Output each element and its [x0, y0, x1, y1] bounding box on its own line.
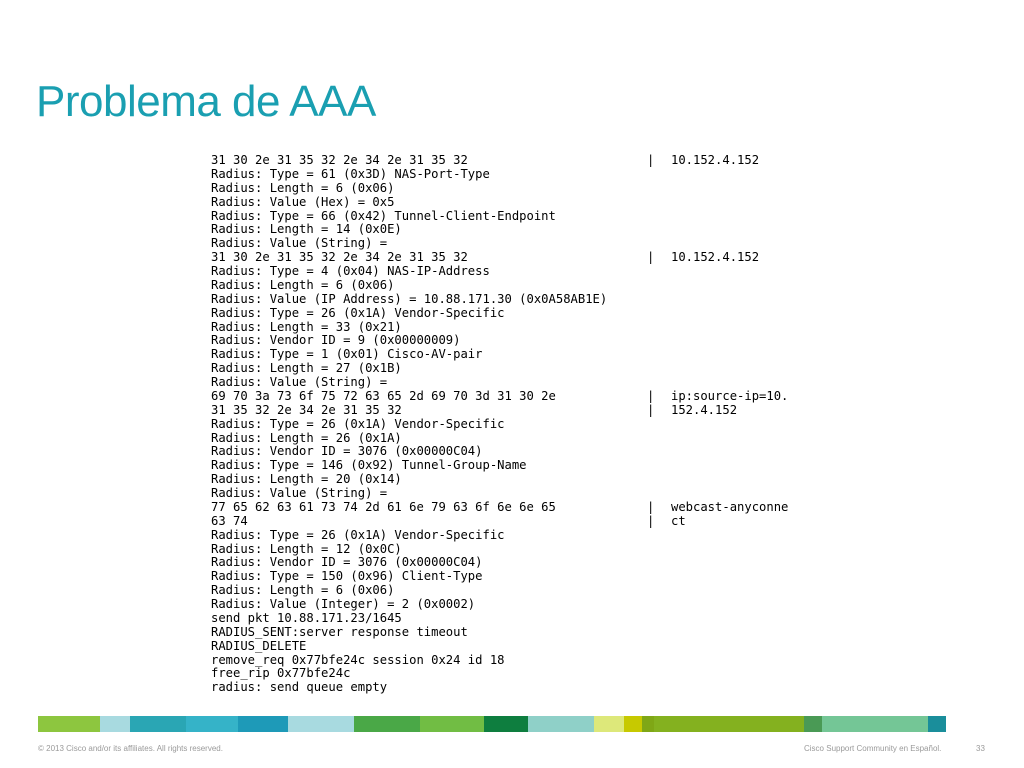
log-line — [211, 388, 789, 404]
log-line — [211, 499, 789, 515]
color-band-segment — [804, 716, 822, 732]
log-line-separator: | — [647, 250, 655, 265]
copyright-footer: © 2013 Cisco and/or its affiliates. All rights reserved. — [38, 744, 223, 753]
log-line — [211, 445, 607, 459]
color-band — [38, 716, 986, 732]
log-line-text: 31 35 32 2e 34 2e 31 35 32 — [211, 402, 402, 417]
log-line — [211, 348, 607, 362]
log-line — [211, 250, 760, 265]
color-band-segment — [130, 716, 186, 732]
log-line-ascii: ct — [671, 513, 686, 528]
log-line-text: Radius: Length = 26 (0x1A) — [211, 430, 402, 445]
log-line — [211, 654, 607, 668]
log-line-text: Radius: Vendor ID = 3076 (0x00000C04) — [211, 555, 483, 570]
log-line — [211, 570, 607, 584]
log-line — [211, 402, 738, 418]
color-band-segment — [288, 716, 354, 732]
color-band-segment — [528, 716, 594, 732]
color-band-segment — [624, 716, 642, 732]
log-line-text: free_rip 0x77bfe24c — [211, 666, 351, 681]
log-line-text: Radius: Vendor ID = 9 (0x00000009) — [211, 333, 461, 348]
radius-debug-log — [211, 153, 789, 695]
log-line-separator: | — [647, 513, 655, 528]
log-line — [211, 681, 607, 695]
color-band-segment — [484, 716, 528, 732]
log-line-text: 77 65 62 63 61 73 74 2d 61 6e 79 63 6f 6e 6e 65 — [211, 499, 556, 514]
log-line — [211, 265, 607, 279]
log-line-text: Radius: Type = 26 (0x1A) Vendor-Specific — [211, 305, 505, 320]
log-line-text: Radius: Length = 6 (0x06) — [211, 277, 395, 292]
log-line — [211, 362, 607, 376]
log-line — [211, 223, 607, 237]
log-line — [211, 237, 607, 251]
log-line-text: Radius: Value (String) = — [211, 486, 388, 500]
log-line-text: Radius: Length = 20 (0x14) — [211, 472, 402, 487]
log-line — [211, 293, 607, 307]
log-line — [211, 168, 607, 182]
color-band-segment — [100, 716, 130, 732]
log-line — [211, 307, 607, 321]
log-line — [211, 196, 607, 210]
log-line-text: 69 70 3a 73 6f 75 72 63 65 2d 69 70 3d 31 30 2e — [211, 388, 556, 403]
log-line — [211, 612, 607, 626]
log-line — [211, 418, 607, 432]
log-line — [211, 529, 607, 543]
log-line — [211, 626, 607, 640]
color-band-segment — [654, 716, 804, 732]
color-band-segment — [642, 716, 654, 732]
log-line-text: radius: send queue empty — [211, 680, 388, 695]
log-line-text: 31 30 2e 31 35 32 2e 34 2e 31 35 32 — [211, 250, 468, 265]
color-band-segment — [354, 716, 420, 732]
log-line — [211, 640, 607, 654]
color-band-segment — [822, 716, 928, 732]
log-line-text: Radius: Value (String) = — [211, 236, 388, 251]
community-footer: Cisco Support Community en Español. — [804, 744, 942, 753]
log-line-text: send pkt 10.88.171.23/1645 — [211, 610, 402, 625]
log-line-text: RADIUS_DELETE — [211, 638, 307, 653]
log-line-text: Radius: Type = 66 (0x42) Tunnel-Client-Endpoint — [211, 208, 556, 223]
log-line — [211, 153, 760, 168]
color-band-segment — [928, 716, 946, 732]
log-line — [211, 182, 607, 196]
log-line-text: Radius: Length = 6 (0x06) — [211, 583, 395, 598]
log-line-text: Radius: Type = 4 (0x04) NAS-IP-Address — [211, 264, 490, 278]
log-line-text: Radius: Length = 12 (0x0C) — [211, 541, 402, 556]
log-line — [211, 321, 607, 335]
log-line-text: Radius: Value (String) = — [211, 375, 388, 389]
log-line — [211, 584, 607, 598]
log-line — [211, 667, 607, 681]
log-line-ascii: webcast-anyconne — [671, 499, 789, 514]
log-line-text: Radius: Value (Integer) = 2 (0x0002) — [211, 597, 476, 611]
log-line — [211, 598, 607, 612]
log-line-ascii: ip:source-ip=10. — [671, 388, 789, 403]
log-line-text: Radius: Length = 33 (0x21) — [211, 319, 402, 334]
log-line-text: Radius: Vendor ID = 3076 (0x00000C04) — [211, 444, 483, 459]
log-line-text: Radius: Type = 26 (0x1A) Vendor-Specific — [211, 416, 505, 431]
log-line-ascii: 10.152.4.152 — [671, 153, 760, 167]
color-band-segment — [186, 716, 238, 732]
log-line-separator: | — [647, 499, 655, 514]
log-line — [211, 210, 607, 224]
slide-title: Problema de AAA — [36, 77, 376, 126]
color-band-segment — [420, 716, 484, 732]
log-line-text: 63 74 — [211, 513, 248, 528]
color-band-segment — [594, 716, 624, 732]
log-line-separator: | — [647, 153, 655, 167]
color-band-segment — [238, 716, 288, 732]
log-line — [211, 513, 686, 529]
log-line-text: Radius: Value (IP Address) = 10.88.171.30 (0x0A58AB1E) — [211, 291, 608, 306]
log-line-ascii: 10.152.4.152 — [671, 250, 760, 265]
log-line — [211, 334, 607, 348]
log-line-text: 31 30 2e 31 35 32 2e 34 2e 31 35 32 — [211, 153, 468, 167]
log-line-text: Radius: Type = 146 (0x92) Tunnel-Group-Name — [211, 458, 527, 473]
log-line — [211, 473, 607, 487]
page-number: 33 — [976, 744, 985, 753]
log-line-separator: | — [647, 388, 655, 403]
log-line — [211, 432, 607, 446]
log-line-separator: | — [647, 402, 655, 417]
log-line-ascii: 152.4.152 — [671, 402, 738, 417]
log-line — [211, 556, 607, 570]
log-line-text: Radius: Type = 1 (0x01) Cisco-AV-pair — [211, 347, 483, 362]
log-line-text: Radius: Length = 14 (0x0E) — [211, 222, 402, 237]
log-line — [211, 279, 607, 293]
color-band-segment — [38, 716, 100, 732]
log-line-text: remove_req 0x77bfe24c session 0x24 id 18 — [211, 652, 505, 667]
log-line-text: Radius: Value (Hex) = 0x5 — [211, 194, 395, 209]
log-line-text: Radius: Type = 26 (0x1A) Vendor-Specific — [211, 527, 505, 542]
log-line-text: Radius: Type = 150 (0x96) Client-Type — [211, 569, 483, 584]
log-line-text: Radius: Length = 6 (0x06) — [211, 180, 395, 195]
log-line — [211, 459, 607, 473]
log-line — [211, 487, 607, 501]
log-line — [211, 543, 607, 557]
log-line — [211, 376, 607, 390]
log-line-text: Radius: Length = 27 (0x1B) — [211, 361, 402, 376]
log-line-text: RADIUS_SENT:server response timeout — [211, 624, 468, 639]
log-line-text: Radius: Type = 61 (0x3D) NAS-Port-Type — [211, 166, 490, 181]
